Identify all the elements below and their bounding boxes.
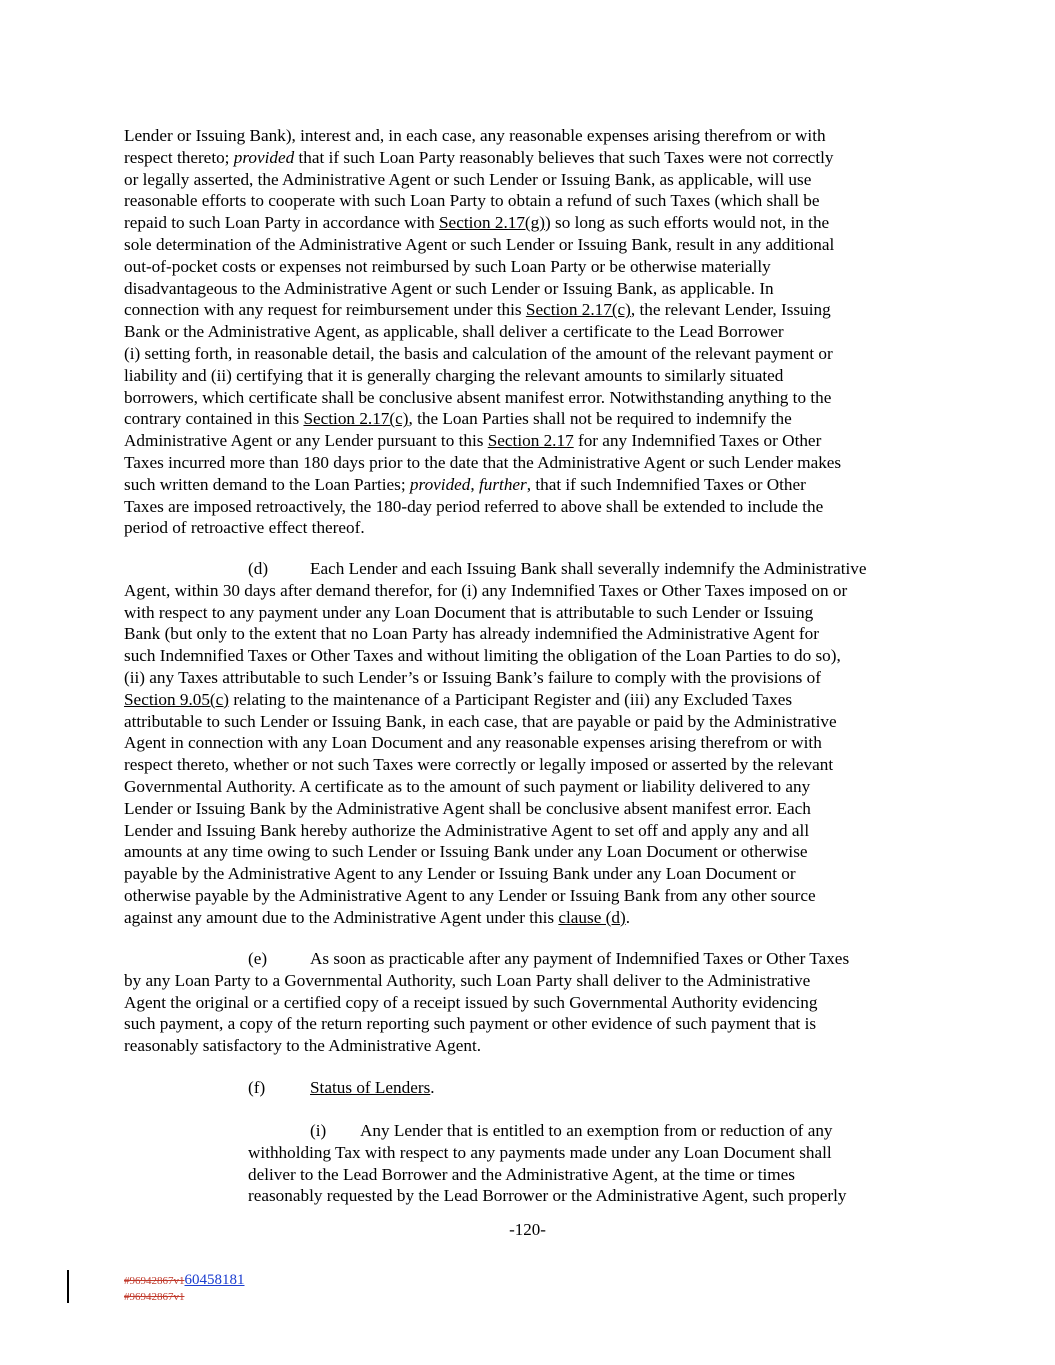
text-run: ) so long as such efforts would not, in the <box>544 213 830 233</box>
provided-emphasis: provided <box>233 147 295 167</box>
text-line: attributable to such Lender or Issuing Bank, in each case, that are payable or paid by the Administrative <box>124 711 837 731</box>
text-line: liability and (ii) certifying that it is generally charging the relevant amounts to similarly situated <box>124 365 784 385</box>
text-run: . <box>430 1078 435 1097</box>
text-run: Each Lender and each Issuing Bank shall severally indemnify the Administrative <box>310 559 867 578</box>
text-line: Bank or the Administrative Agent, as applicable, shall deliver a certificate to the Lead Borrower <box>124 322 784 342</box>
inserted-doc-id: 60458181 <box>184 1272 245 1288</box>
text-line: Governmental Authority. A certificate as to the amount of such payment or liability delivered to any <box>124 776 811 796</box>
text-line: Lender or Issuing Bank), interest and, in each case, any reasonable expenses arising therefrom or with <box>124 126 826 145</box>
text-run: , <box>470 474 479 494</box>
text-line <box>124 558 944 580</box>
section-reference: Section 2.17(c) <box>303 409 409 429</box>
paragraph-label: (f) <box>248 1078 266 1097</box>
further-emphasis: further <box>478 474 527 494</box>
text-run: respect thereto; <box>124 147 234 167</box>
text-line: such payment, a copy of the return reporting such payment or other evidence of such payment that is <box>124 1014 817 1034</box>
text-line: Agent the original or a certified copy of a receipt issued by such Governmental Authority evidencing <box>124 992 818 1012</box>
text-line: Agent in connection with any Loan Document and any reasonable expenses arising therefrom or with <box>124 733 822 753</box>
text-run: such written demand to the Loan Parties; <box>124 474 410 494</box>
text-line: withholding Tax with respect to any payments made under any Loan Document shall <box>248 1142 832 1162</box>
footer-doc-id-line-1 <box>124 1274 245 1288</box>
page-number: -120- <box>509 1220 546 1239</box>
text-line: or legally asserted, the Administrative Agent or such Lender or Issuing Bank, as applicable, will use <box>124 169 812 189</box>
paragraph-f <box>124 1077 944 1099</box>
text-line: reasonably requested by the Lead Borrower or the Administrative Agent, such properly <box>248 1186 847 1206</box>
paragraph-label: (d) <box>248 559 269 578</box>
text-line: out-of-pocket costs or expenses not reimbursed by such Loan Party or be otherwise materially <box>124 256 771 276</box>
text-run: relating to the maintenance of a Participant Register and (iii) any Excluded Taxes <box>229 689 793 709</box>
paragraph-label: (i) <box>310 1121 327 1140</box>
text-line: (i) setting forth, in reasonable detail, the basis and calculation of the amount of the relevant payment or <box>124 343 833 363</box>
text-line: borrowers, which certificate shall be conclusive absent manifest error. Notwithstanding anything to the <box>124 387 832 407</box>
paragraph-c-continuation <box>124 125 944 539</box>
text-line: disadvantageous to the Administrative Agent or such Lender or Issuing Bank, as applicable. In <box>124 278 774 298</box>
text-run: repaid to such Loan Party in accordance with <box>124 213 439 233</box>
text-line <box>124 689 944 711</box>
deleted-doc-id: #96942867v1 <box>124 1291 185 1303</box>
text-line <box>124 907 944 929</box>
text-run: Any Lender that is entitled to an exemption from or reduction of any <box>360 1121 833 1140</box>
provided-emphasis: provided <box>409 474 471 494</box>
text-run: connection with any request for reimbursement under this <box>124 300 526 320</box>
section-reference: Section 2.17(g) <box>439 213 545 233</box>
section-reference: Section 2.17 <box>487 431 574 451</box>
text-run: against any amount due to the Administrative Agent under this <box>124 907 559 927</box>
text-line: Taxes are imposed retroactively, the 180-day period referred to above shall be extended to include the <box>124 496 824 516</box>
text-line: deliver to the Lead Borrower and the Administrative Agent, at the time or times <box>248 1164 795 1184</box>
text-run: Administrative Agent or any Lender pursuant to this <box>124 431 488 451</box>
text-run: As soon as practicable after any payment of Indemnified Taxes or Other Taxes <box>310 949 850 968</box>
text-line: reasonably satisfactory to the Administrative Agent. <box>124 1036 482 1056</box>
paragraph-e <box>124 948 944 1057</box>
text-line: Agent, within 30 days after demand therefor, for (i) any Indemnified Taxes or Other Taxes imposed on or <box>124 580 848 600</box>
text-line <box>124 212 944 234</box>
section-heading: Status of Lenders <box>310 1078 431 1097</box>
text-line: Bank (but only to the extent that no Loan Party has already indemnified the Administrative Agent for <box>124 624 819 644</box>
text-run: , that if such Indemnified Taxes or Other <box>526 474 806 494</box>
text-line: respect thereto, whether or not such Taxes were correctly or legally imposed or asserted by the relevant <box>124 755 834 775</box>
text-line: period of retroactive effect thereof. <box>124 518 365 538</box>
text-run: contrary contained in this <box>124 409 304 429</box>
text-run: . <box>625 907 630 927</box>
section-reference: Section 9.05(c) <box>124 689 230 709</box>
text-line <box>248 1120 928 1142</box>
paragraph-f-i <box>248 1120 928 1207</box>
text-line: such Indemnified Taxes or Other Taxes and without limiting the obligation of the Loan Parties to do so), <box>124 646 841 666</box>
text-line: Lender and Issuing Bank hereby authorize the Administrative Agent to set off and apply any and all <box>124 820 810 840</box>
text-line: with respect to any payment under any Loan Document that is attributable to such Lender or Issuing <box>124 602 814 622</box>
text-line: sole determination of the Administrative Agent or such Lender or Issuing Bank, result in any additional <box>124 234 835 254</box>
text-line: payable by the Administrative Agent to any Lender or Issuing Bank under any Loan Document or <box>124 864 796 884</box>
text-line <box>124 408 944 430</box>
text-run: for any Indemnified Taxes or Other <box>573 431 822 451</box>
text-line: amounts at any time owing to such Lender or Issuing Bank under any Loan Document or otherwise <box>124 842 808 862</box>
text-line <box>124 147 944 169</box>
text-line <box>124 1077 944 1099</box>
text-line: Taxes incurred more than 180 days prior to the date that the Administrative Agent or such Lender makes <box>124 452 842 472</box>
text-line <box>124 948 944 970</box>
paragraph-d <box>124 558 944 929</box>
text-line <box>124 430 944 452</box>
text-line: by any Loan Party to a Governmental Authority, such Loan Party shall deliver to the Administrative <box>124 970 811 990</box>
text-line: Lender or Issuing Bank by the Administrative Agent shall be conclusive absent manifest error. Each <box>124 798 811 818</box>
text-line <box>124 299 944 321</box>
text-line <box>124 474 944 496</box>
deleted-doc-id: #96942867v1 <box>124 1275 185 1287</box>
paragraph-label: (e) <box>248 949 268 968</box>
text-run: that if such Loan Party reasonably believes that such Taxes were not correctly <box>294 147 834 167</box>
clause-reference: clause (d) <box>558 907 626 927</box>
section-reference: Section 2.17(c) <box>525 300 631 320</box>
change-bar <box>67 1270 69 1303</box>
footer-doc-id-line-2 <box>124 1291 185 1304</box>
text-line: (ii) any Taxes attributable to such Lender’s or Issuing Bank’s failure to comply with the provisions of <box>124 667 821 687</box>
text-line: otherwise payable by the Administrative Agent to any Lender or Issuing Bank from any other source <box>124 885 816 905</box>
text-line: reasonable efforts to cooperate with such Loan Party to obtain a refund of such Taxes (which shall be <box>124 191 820 211</box>
text-run: , the relevant Lender, Issuing <box>630 300 831 320</box>
text-run: , the Loan Parties shall not be required to indemnify the <box>408 409 792 429</box>
